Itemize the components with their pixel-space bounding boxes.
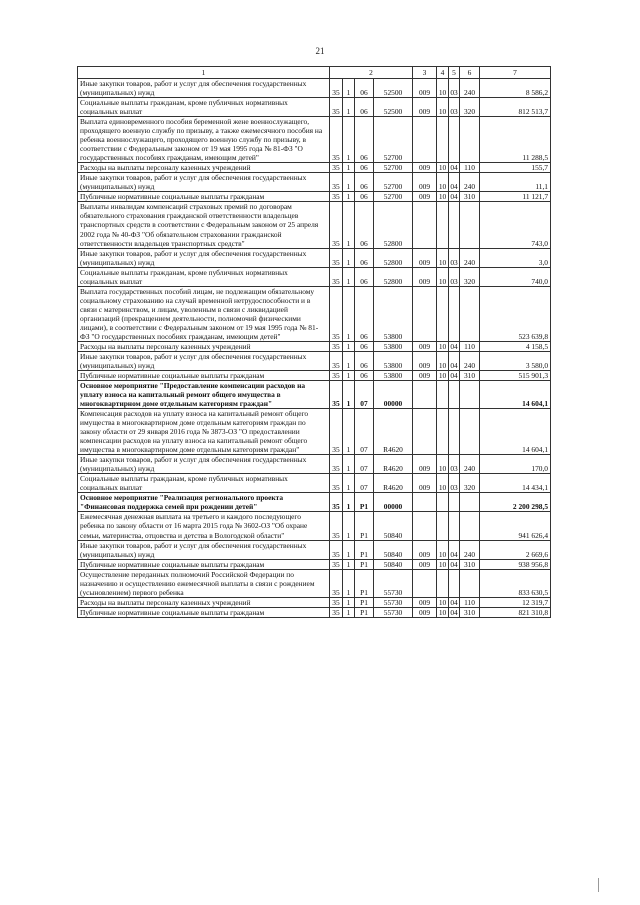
code-direction: 52700 bbox=[374, 173, 413, 192]
row-amount: 14 434,1 bbox=[480, 474, 551, 493]
code-subsection bbox=[449, 409, 460, 455]
row-amount: 2 200 298,5 bbox=[480, 493, 551, 512]
table-row bbox=[78, 341, 551, 351]
code-direction: 53800 bbox=[374, 286, 413, 341]
row-amount: 515 901,3 bbox=[480, 370, 551, 380]
code-activity: 06 bbox=[355, 173, 374, 192]
code-program: 35 bbox=[330, 173, 343, 192]
code-subprogram: 1 bbox=[343, 381, 355, 409]
code-direction: 52700 bbox=[374, 163, 413, 173]
table-row bbox=[78, 540, 551, 559]
code-subprogram: 1 bbox=[343, 493, 355, 512]
code-program: 35 bbox=[330, 474, 343, 493]
table-row bbox=[78, 512, 551, 540]
code-section bbox=[437, 286, 449, 341]
code-department bbox=[413, 381, 437, 409]
row-amount: 743,0 bbox=[480, 202, 551, 248]
code-subsection: 03 bbox=[449, 267, 460, 286]
code-subsection bbox=[449, 202, 460, 248]
code-expense-type: 110 bbox=[460, 163, 480, 173]
code-section bbox=[437, 409, 449, 455]
row-amount: 3,0 bbox=[480, 248, 551, 267]
code-expense-type: 110 bbox=[460, 597, 480, 607]
code-direction: 53800 bbox=[374, 341, 413, 351]
table-row bbox=[78, 607, 551, 617]
code-subsection bbox=[449, 117, 460, 163]
code-expense-type: 310 bbox=[460, 559, 480, 569]
code-subprogram: 1 bbox=[343, 286, 355, 341]
code-direction: 52700 bbox=[374, 192, 413, 202]
code-subprogram: 1 bbox=[343, 569, 355, 597]
code-subsection: 03 bbox=[449, 98, 460, 117]
code-direction: 55730 bbox=[374, 597, 413, 607]
code-section bbox=[437, 202, 449, 248]
row-amount: 2 669,6 bbox=[480, 540, 551, 559]
table-row bbox=[78, 351, 551, 370]
row-amount: 155,7 bbox=[480, 163, 551, 173]
row-name: Иные закупки товаров, работ и услуг для обеспечения государственных (муниципальных) нужд bbox=[78, 173, 330, 192]
code-section: 10 bbox=[437, 79, 449, 98]
code-subsection: 04 bbox=[449, 540, 460, 559]
row-amount: 941 626,4 bbox=[480, 512, 551, 540]
table-row bbox=[78, 409, 551, 455]
code-department: 009 bbox=[413, 351, 437, 370]
table-row bbox=[78, 192, 551, 202]
code-section: 10 bbox=[437, 248, 449, 267]
code-expense-type bbox=[460, 493, 480, 512]
code-subprogram: 1 bbox=[343, 202, 355, 248]
code-section: 10 bbox=[437, 559, 449, 569]
row-amount: 14 604,1 bbox=[480, 381, 551, 409]
row-amount: 821 310,8 bbox=[480, 607, 551, 617]
code-department: 009 bbox=[413, 248, 437, 267]
code-subprogram: 1 bbox=[343, 607, 355, 617]
code-direction: 50840 bbox=[374, 512, 413, 540]
code-subsection: 04 bbox=[450, 370, 458, 380]
row-amount: 11,1 bbox=[480, 173, 551, 192]
table-row bbox=[78, 173, 551, 192]
code-activity: 06 bbox=[355, 248, 374, 267]
code-activity: 06 bbox=[355, 202, 374, 248]
code-program: 35 bbox=[330, 267, 343, 286]
code-department: 009 bbox=[413, 370, 437, 380]
code-subsection: 03 bbox=[449, 248, 460, 267]
header-col-4: 4 bbox=[437, 67, 449, 79]
code-section: 10 bbox=[437, 455, 449, 474]
code-activity: P1 bbox=[355, 512, 374, 540]
code-direction: 52500 bbox=[374, 98, 413, 117]
table-row bbox=[78, 248, 551, 267]
code-expense-type: 240 bbox=[460, 455, 480, 474]
code-section: 10 bbox=[437, 597, 449, 607]
code-subprogram: 1 bbox=[343, 98, 355, 117]
row-amount: 4 158,5 bbox=[480, 341, 551, 351]
code-department bbox=[413, 569, 437, 597]
code-department bbox=[413, 409, 437, 455]
row-name: Расходы на выплаты персоналу казенных учреждений bbox=[78, 597, 330, 607]
code-activity: 06 bbox=[355, 341, 374, 351]
code-activity: P1 bbox=[355, 493, 374, 512]
code-activity: 07 bbox=[355, 474, 374, 493]
code-section bbox=[437, 493, 449, 512]
code-program: 35 bbox=[330, 163, 343, 173]
code-department: 009 bbox=[413, 559, 437, 569]
code-department bbox=[413, 286, 437, 341]
code-expense-type: 310 bbox=[460, 192, 480, 202]
margin-mark bbox=[598, 878, 599, 892]
code-direction: 52800 bbox=[374, 248, 413, 267]
code-subprogram: 1 bbox=[343, 79, 355, 98]
row-name: Основное мероприятие "Реализация регионального проекта "Финансовая поддержка семей при рождении детей" bbox=[78, 493, 330, 512]
row-name: Расходы на выплаты персоналу казенных учреждений bbox=[78, 341, 330, 351]
code-expense-type: 320 bbox=[460, 267, 480, 286]
code-direction: 52500 bbox=[374, 79, 413, 98]
header-col-1: 1 bbox=[78, 67, 330, 79]
code-subsection bbox=[449, 493, 460, 512]
code-direction: 52700 bbox=[374, 117, 413, 163]
code-section: 10 bbox=[437, 98, 449, 117]
code-direction: R4620 bbox=[374, 474, 413, 493]
code-direction: 52800 bbox=[374, 202, 413, 248]
table-row bbox=[78, 202, 551, 248]
code-activity: 06 bbox=[355, 163, 374, 173]
row-amount: 11 121,7 bbox=[480, 192, 551, 202]
code-expense-type: 240 bbox=[460, 351, 480, 370]
code-activity: 06 bbox=[355, 79, 374, 98]
code-program: 35 bbox=[330, 286, 343, 341]
row-name: Компенсация расходов на уплату взноса на капитальный ремонт общего имущества в многоквартирном доме отдельным категориям граждан по закону области от 29 января 2016 года № 3873-ОЗ "О предоставлении компенсации расходов на уплату взноса на капитальный ремонт общего имущества в многоквартирном доме отдельным категориям граждан" bbox=[78, 409, 330, 455]
row-name: Расходы на выплаты персоналу казенных учреждений bbox=[78, 163, 330, 173]
code-department bbox=[413, 117, 437, 163]
code-subsection: 03 bbox=[449, 474, 460, 493]
code-subprogram: 1 bbox=[343, 559, 355, 569]
row-amount: 3 580,0 bbox=[480, 351, 551, 370]
row-name: Иные закупки товаров, работ и услуг для обеспечения государственных (муниципальных) нужд bbox=[78, 540, 330, 559]
code-section: 10 bbox=[437, 351, 449, 370]
code-program: 35 bbox=[330, 540, 343, 559]
code-expense-type bbox=[460, 409, 480, 455]
code-direction: 00000 bbox=[374, 381, 413, 409]
row-amount: 833 630,5 bbox=[480, 569, 551, 597]
row-amount: 523 639,8 bbox=[480, 286, 551, 341]
table-row bbox=[78, 559, 551, 569]
code-department: 009 bbox=[413, 341, 437, 351]
budget-table bbox=[77, 66, 551, 618]
row-name: Ежемесячная денежная выплата на третьего и каждого последующего ребенка по закону области от 16 марта 2015 года № 3602-ОЗ "Об охране семьи, материнства, отцовства и детства в Вологодской области" bbox=[78, 512, 330, 540]
code-expense-type: 310 bbox=[460, 370, 480, 380]
row-name: Иные закупки товаров, работ и услуг для обеспечения государственных (муниципальных) нужд bbox=[78, 79, 330, 98]
code-subprogram: 1 bbox=[343, 474, 355, 493]
code-section: 10 bbox=[437, 267, 449, 286]
code-activity: P1 bbox=[355, 569, 374, 597]
code-program: 35 bbox=[330, 493, 343, 512]
code-department: 009 bbox=[413, 98, 437, 117]
code-section bbox=[437, 512, 449, 540]
code-subsection: 04 bbox=[450, 163, 458, 173]
code-program: 35 bbox=[330, 597, 343, 607]
code-direction: 55730 bbox=[374, 607, 413, 617]
code-program: 35 bbox=[330, 192, 343, 202]
code-subsection: 04 bbox=[450, 341, 458, 351]
page-number: 21 bbox=[315, 46, 325, 56]
code-department: 009 bbox=[413, 474, 437, 493]
table-row bbox=[78, 597, 551, 607]
code-subprogram: 1 bbox=[343, 409, 355, 455]
row-name: Выплаты инвалидам компенсаций страховых премий по договорам обязательного страхования гражданской ответственности владельцев транспортных средств в соответствии с Федеральным законом от 25 апреля 2002 года № 40-ФЗ "Об обязательном страховании гражданской ответственности владельцев транспортных средств" bbox=[78, 202, 330, 248]
code-department: 009 bbox=[413, 163, 437, 173]
code-department: 009 bbox=[413, 540, 437, 559]
table-row bbox=[78, 381, 551, 409]
row-name: Иные закупки товаров, работ и услуг для обеспечения государственных (муниципальных) нужд bbox=[78, 351, 330, 370]
code-department bbox=[413, 202, 437, 248]
code-direction: 52800 bbox=[374, 267, 413, 286]
code-subsection: 04 bbox=[450, 192, 458, 202]
code-activity: 07 bbox=[355, 381, 374, 409]
code-direction: 53800 bbox=[374, 351, 413, 370]
code-program: 35 bbox=[330, 569, 343, 597]
row-name: Выплата государственных пособий лицам, не подлежащим обязательному социальному страхованию на случай временной нетрудоспособности и в связи с материнством, и лицам, уволенным в связи с ликвидацией организаций (прекращением деятельности, полномочий физическими лицами), в соответствии с Федеральным законом от 19 мая 1995 года № 81-ФЗ "О государственных пособиях гражданам, имеющим детей" bbox=[78, 286, 330, 341]
code-subsection: 03 bbox=[449, 79, 460, 98]
code-program: 35 bbox=[330, 79, 343, 98]
code-subsection: 04 bbox=[450, 607, 458, 617]
code-activity: P1 bbox=[355, 607, 374, 617]
code-department: 009 bbox=[413, 597, 437, 607]
code-direction: R4620 bbox=[374, 455, 413, 474]
row-name: Иные закупки товаров, работ и услуг для обеспечения государственных (муниципальных) нужд bbox=[78, 248, 330, 267]
code-subsection bbox=[449, 286, 460, 341]
code-activity: 06 bbox=[355, 351, 374, 370]
code-expense-type bbox=[460, 381, 480, 409]
row-name: Осуществление переданных полномочий Российской Федерации по назначению и осуществлению ежемесячной выплаты в связи с рождением (усыновлением) первого ребенка bbox=[78, 569, 330, 597]
code-subprogram: 1 bbox=[343, 267, 355, 286]
row-amount: 740,0 bbox=[480, 267, 551, 286]
table-row bbox=[78, 79, 551, 98]
code-subsection: 03 bbox=[449, 455, 460, 474]
row-name: Социальные выплаты гражданам, кроме публичных нормативных социальных выплат bbox=[78, 474, 330, 493]
code-direction: R4620 bbox=[374, 409, 413, 455]
row-name: Иные закупки товаров, работ и услуг для обеспечения государственных (муниципальных) нужд bbox=[78, 455, 330, 474]
code-subsection bbox=[449, 381, 460, 409]
row-amount: 11 288,5 bbox=[480, 117, 551, 163]
row-amount: 8 586,2 bbox=[480, 79, 551, 98]
code-expense-type: 240 bbox=[460, 173, 480, 192]
code-subprogram: 1 bbox=[343, 173, 355, 192]
code-activity: 06 bbox=[355, 370, 374, 380]
code-subprogram: 1 bbox=[343, 597, 355, 607]
code-program: 35 bbox=[330, 341, 343, 351]
code-direction: 50840 bbox=[374, 559, 413, 569]
code-department: 009 bbox=[413, 79, 437, 98]
code-activity: 06 bbox=[355, 286, 374, 341]
code-section: 10 bbox=[437, 163, 449, 173]
code-subprogram: 1 bbox=[343, 512, 355, 540]
code-department: 009 bbox=[413, 267, 437, 286]
code-activity: 07 bbox=[355, 409, 374, 455]
code-program: 35 bbox=[330, 117, 343, 163]
code-subsection: 04 bbox=[449, 351, 460, 370]
row-name: Социальные выплаты гражданам, кроме публичных нормативных социальных выплат bbox=[78, 98, 330, 117]
table-row bbox=[78, 455, 551, 474]
code-program: 35 bbox=[330, 607, 343, 617]
code-activity: P1 bbox=[355, 597, 374, 607]
header-row bbox=[78, 67, 551, 79]
code-department: 009 bbox=[413, 455, 437, 474]
code-subprogram: 1 bbox=[343, 163, 355, 173]
code-section bbox=[437, 117, 449, 163]
row-amount: 14 604,1 bbox=[480, 409, 551, 455]
code-department: 009 bbox=[413, 173, 437, 192]
header-col-6: 6 bbox=[460, 67, 480, 79]
row-name: Основное мероприятие "Предоставление компенсации расходов на уплату взноса на капитальный ремонт общего имущества в многоквартирном доме отдельным категориям граждан" bbox=[78, 381, 330, 409]
header-col-2: 2 bbox=[330, 67, 413, 79]
code-activity: 07 bbox=[355, 455, 374, 474]
code-subsection: 04 bbox=[449, 173, 460, 192]
table-row bbox=[78, 493, 551, 512]
code-program: 35 bbox=[330, 559, 343, 569]
code-section: 10 bbox=[437, 192, 449, 202]
code-program: 35 bbox=[330, 98, 343, 117]
code-expense-type: 240 bbox=[460, 540, 480, 559]
code-department: 009 bbox=[413, 607, 437, 617]
row-amount: 938 956,8 bbox=[480, 559, 551, 569]
table-row bbox=[78, 286, 551, 341]
code-direction: 50840 bbox=[374, 540, 413, 559]
code-subprogram: 1 bbox=[343, 540, 355, 559]
code-section: 10 bbox=[437, 341, 449, 351]
header-col-5: 5 bbox=[449, 67, 460, 79]
code-expense-type: 240 bbox=[460, 79, 480, 98]
code-subsection: 04 bbox=[450, 559, 458, 569]
code-expense-type bbox=[460, 202, 480, 248]
code-subprogram: 1 bbox=[343, 351, 355, 370]
code-program: 35 bbox=[330, 351, 343, 370]
code-program: 35 bbox=[330, 381, 343, 409]
row-name: Публичные нормативные социальные выплаты гражданам bbox=[78, 559, 330, 569]
code-expense-type bbox=[460, 512, 480, 540]
code-expense-type bbox=[460, 286, 480, 341]
code-section bbox=[437, 381, 449, 409]
table-row bbox=[78, 98, 551, 117]
code-subsection bbox=[449, 512, 460, 540]
table-row bbox=[78, 267, 551, 286]
code-department bbox=[413, 512, 437, 540]
row-name: Выплата единовременного пособия беременной жене военнослужащего, проходящего военную службу по призыву, а также ежемесячного пособия на ребенка военнослужащего, проходящего военную службу по призыву, в соответствии с Федеральным законом от 19 мая 1995 года № 81-ФЗ "О государственных пособиях гражданам, имеющим детей" bbox=[78, 117, 330, 163]
code-section: 10 bbox=[437, 474, 449, 493]
code-expense-type: 320 bbox=[460, 474, 480, 493]
code-expense-type bbox=[460, 117, 480, 163]
code-activity: P1 bbox=[355, 540, 374, 559]
code-section: 10 bbox=[437, 173, 449, 192]
row-amount: 170,0 bbox=[480, 455, 551, 474]
code-expense-type: 110 bbox=[460, 341, 480, 351]
code-expense-type bbox=[460, 569, 480, 597]
code-section: 10 bbox=[437, 607, 449, 617]
header-col-7: 7 bbox=[480, 67, 551, 79]
code-direction: 55730 bbox=[374, 569, 413, 597]
table-row bbox=[78, 569, 551, 597]
code-subprogram: 1 bbox=[343, 248, 355, 267]
code-activity: 06 bbox=[355, 117, 374, 163]
code-subprogram: 1 bbox=[343, 117, 355, 163]
table-row bbox=[78, 163, 551, 173]
row-name: Публичные нормативные социальные выплаты гражданам bbox=[78, 192, 330, 202]
code-direction: 53800 bbox=[374, 370, 413, 380]
code-expense-type: 310 bbox=[460, 607, 480, 617]
code-subprogram: 1 bbox=[343, 192, 355, 202]
table-row bbox=[78, 370, 551, 380]
code-program: 35 bbox=[330, 370, 343, 380]
header-col-3: 3 bbox=[413, 67, 437, 79]
code-activity: 06 bbox=[355, 192, 374, 202]
code-subsection: 04 bbox=[450, 597, 458, 607]
code-program: 35 bbox=[330, 248, 343, 267]
code-subprogram: 1 bbox=[343, 341, 355, 351]
code-subsection bbox=[449, 569, 460, 597]
row-name: Публичные нормативные социальные выплаты гражданам bbox=[78, 370, 330, 380]
code-expense-type: 240 bbox=[460, 248, 480, 267]
code-program: 35 bbox=[330, 512, 343, 540]
code-section bbox=[437, 569, 449, 597]
code-program: 35 bbox=[330, 455, 343, 474]
code-program: 35 bbox=[330, 202, 343, 248]
row-name: Публичные нормативные социальные выплаты гражданам bbox=[78, 607, 330, 617]
code-department: 009 bbox=[413, 192, 437, 202]
code-activity: 06 bbox=[355, 98, 374, 117]
row-amount: 12 319,7 bbox=[480, 597, 551, 607]
code-program: 35 bbox=[330, 409, 343, 455]
code-activity: P1 bbox=[355, 559, 374, 569]
code-subprogram: 1 bbox=[343, 370, 355, 380]
row-name: Социальные выплаты гражданам, кроме публичных нормативных социальных выплат bbox=[78, 267, 330, 286]
table-row bbox=[78, 474, 551, 493]
row-amount: 812 513,7 bbox=[480, 98, 551, 117]
code-department bbox=[413, 493, 437, 512]
code-activity: 06 bbox=[355, 267, 374, 286]
code-section: 10 bbox=[437, 370, 449, 380]
code-subprogram: 1 bbox=[343, 455, 355, 474]
code-direction: 00000 bbox=[374, 493, 413, 512]
code-section: 10 bbox=[437, 540, 449, 559]
table-row bbox=[78, 117, 551, 163]
code-expense-type: 320 bbox=[460, 98, 480, 117]
